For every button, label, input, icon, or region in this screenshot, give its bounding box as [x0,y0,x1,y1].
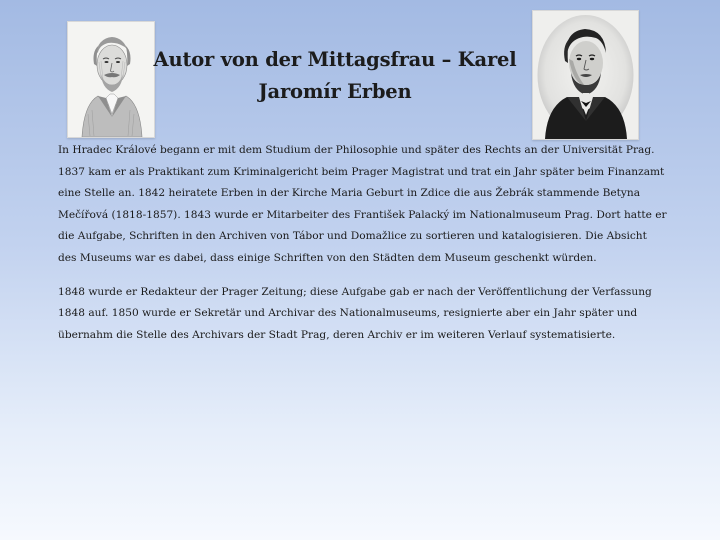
text-line: übernahm die Stelle des Archivars der Stadt Prag, deren Archiv er im weiteren Verlauf systematisierte. [58,328,616,341]
text-line: Mečířová (1818-1857). 1843 wurde er Mitarbeiter des František Palacký im Nationalmuseum Prag. Dort hatte er [58,208,667,221]
engraved-portrait-image [68,22,154,137]
slide-title-line: Autor von der Mittagsfrau – Karel [153,48,517,71]
portrait-engraving-left [67,21,155,138]
text-line: eine Stelle an. 1842 heiratete Erben in der Kirche Maria Geburt in Zdice die aus Žebrák stammende Betyna [58,187,641,200]
text-line: 1837 kam er als Praktikant zum Kriminalgericht beim Prager Magistrat und trat ein Jahr später beim Finanzamt [58,165,665,178]
body-text [58,140,667,358]
slide-title-line: Jaromír Erben [258,80,412,103]
text-line: In Hradec Králové begann er mit dem Studium der Philosophie und später des Rechts an der Universität Prag. [58,144,655,156]
photo-portrait-image [533,11,638,139]
text-line: 1848 wurde er Redakteur der Prager Zeitung; diese Aufgabe gab er nach der Veröffentlichung der Verfassung [58,285,652,298]
slide-title [150,44,520,108]
portrait-photo-right [532,10,639,140]
text-line: des Museums war es dabei, dass einige Schriften von den Städten dem Museum geschenkt würden. [58,251,597,264]
paragraph [58,282,663,347]
text-line: 1848 auf. 1850 wurde er Sekretär und Archivar des Nationalmuseums, resignierte aber ein Jahr später und [58,307,638,320]
paragraph [58,140,667,270]
text-line: die Aufgabe, Schriften in den Archiven von Tábor und Domažlice zu sortieren und katalogisieren. Die Absicht [58,230,647,243]
